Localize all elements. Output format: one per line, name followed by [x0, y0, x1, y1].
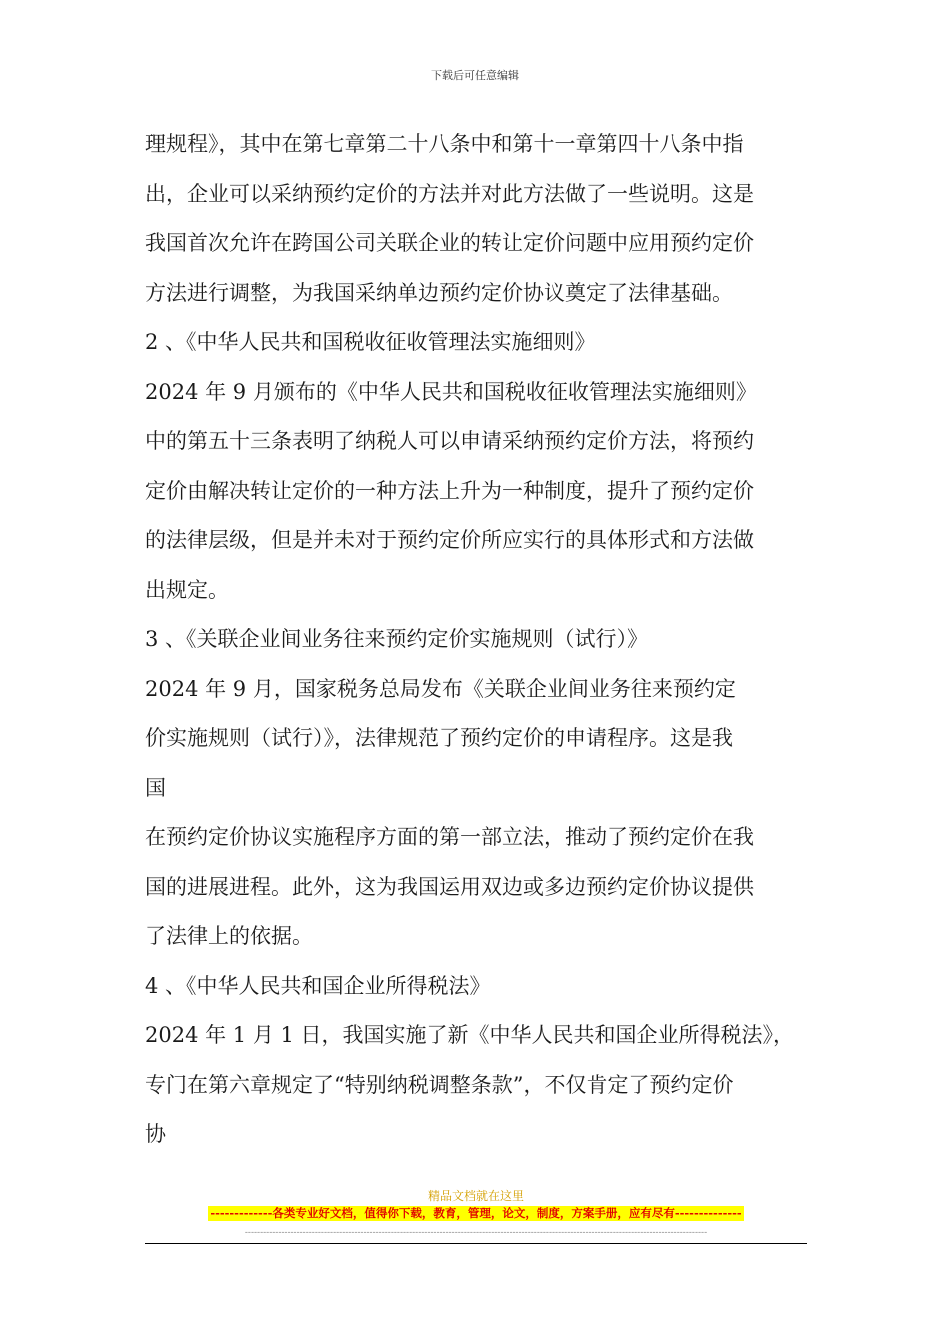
body-line: 出规定。 — [145, 577, 229, 602]
footer-divider — [145, 1243, 807, 1244]
body-line: 国的进展进程。此外，这为我国运用双边或多边预约定价协议提供 — [145, 874, 754, 899]
body-line: 理规程》，其中在第七章第二十八条中和第十一章第四十八条中指 — [145, 132, 744, 156]
body-line: 专门在第六章规定了“特别纳税调整条款”，不仅肯定了预约定价 — [145, 1072, 734, 1097]
document-body — [145, 123, 815, 1163]
footer-title: 精品文档就在这里 — [427, 1189, 524, 1203]
body-line: 2024 年 9 月颁布的《中华人民共和国税收征收管理法实施细则》 — [145, 379, 757, 404]
body-line: 协 — [145, 1122, 166, 1146]
body-line: 中的第五十三条表明了纳税人可以申请采纳预约定价方法，将预约 — [145, 429, 754, 453]
section-heading-4: 4 、《中华人民共和国企业所得税法》 — [145, 973, 491, 998]
page-header-note: 下载后可任意编辑 — [431, 69, 519, 82]
body-line: 2024 年 9 月，国家税务总局发布《关联企业间业务往来预约定 — [145, 676, 736, 701]
body-line: 方法进行调整，为我国采纳单边预约定价协议奠定了法律基础。 — [145, 280, 733, 305]
body-line: 了法律上的依据。 — [145, 924, 313, 948]
body-line: 价实施规则（试行）》，法律规范了预约定价的申请程序。这是我 — [145, 726, 733, 750]
body-line: 出，企业可以采纳预约定价的方法并对此方法做了一些说明。这是 — [145, 181, 754, 206]
body-line: 定价由解决转让定价的一种方法上升为一种制度，提升了预约定价 — [145, 478, 754, 503]
body-line: 我国首次允许在跨国公司关联企业的转让定价问题中应用预约定价 — [145, 231, 754, 255]
body-line: 国 — [145, 775, 166, 800]
body-line: 2024 年 1 月 1 日，我国实施了新《中华人民共和国企业所得税法》， — [145, 1023, 795, 1047]
section-heading-2: 2 、《中华人民共和国税收征收管理法实施细则》 — [145, 330, 596, 354]
body-line: 在预约定价协议实施程序方面的第一部立法，推动了预约定价在我 — [145, 825, 754, 849]
footer-dashes: -------------------------------------------------------------------------------------------------------------------------------------------------------- — [244, 1228, 708, 1238]
page-footer — [145, 1188, 807, 1239]
body-line: 的法律层级，但是并未对于预约定价所应实行的具体形式和方法做 — [145, 528, 754, 552]
section-heading-3: 3 、《关联企业间业务往来预约定价实施规则（试行）》 — [145, 627, 649, 651]
footer-banner: -------------各类专业好文档，值得你下载，教育，管理，论文，制度，方案手册，应有尽有-------------- — [210, 1206, 742, 1220]
